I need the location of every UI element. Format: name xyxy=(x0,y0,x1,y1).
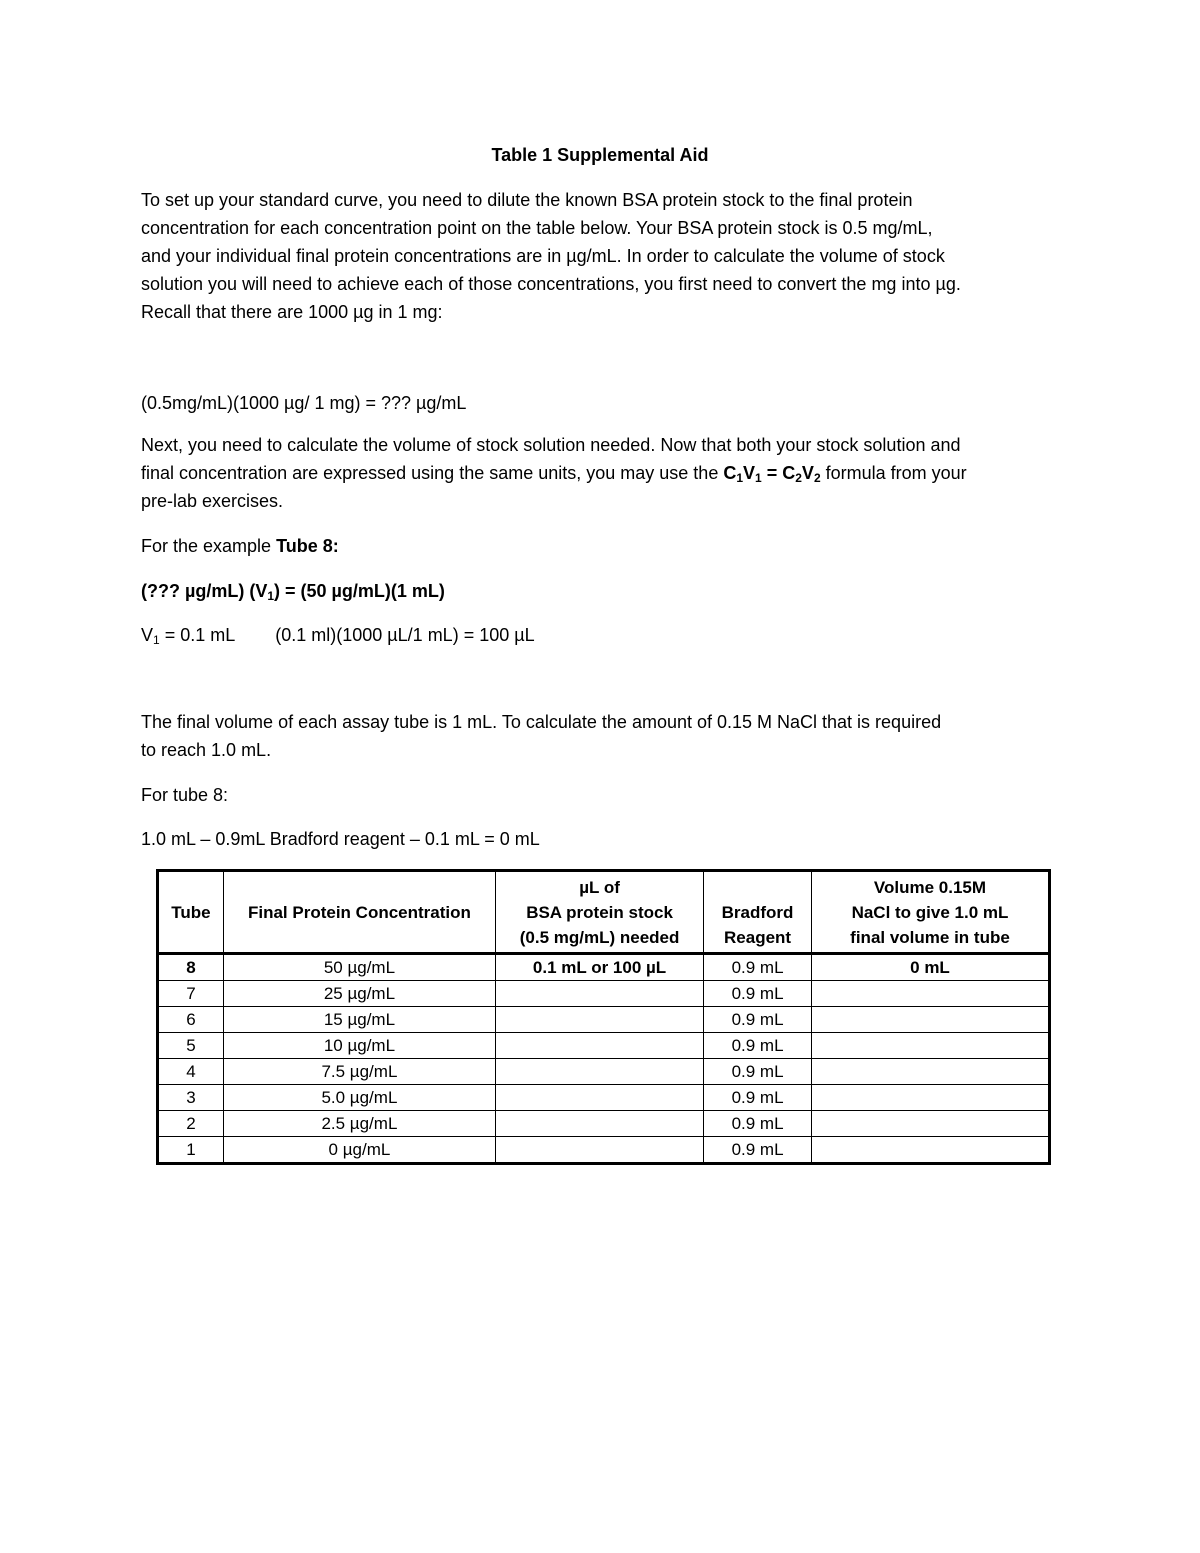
calc-line: 1.0 mL – 0.9mL Bradford reagent – 0.1 mL = 0 mL xyxy=(141,829,540,849)
table-row xyxy=(158,1137,1050,1164)
cell-tube: 4 xyxy=(158,1059,224,1085)
cell-stock-volume xyxy=(495,1007,703,1033)
cell-concentration: 50 µg/mL xyxy=(223,954,495,981)
next-line-2-post: formula from your xyxy=(820,463,967,483)
intro-line-1: To set up your standard curve, you need to dilute the known BSA protein stock to the final protein xyxy=(141,190,913,210)
cell-nacl-volume xyxy=(811,1085,1049,1111)
table-header-row xyxy=(158,871,1050,954)
cell-tube: 8 xyxy=(158,954,224,981)
for-tube-label: For tube 8: xyxy=(141,785,229,805)
cell-stock-volume xyxy=(495,1111,703,1137)
intro-line-4: solution you will need to achieve each of those concentrations, you first need to convert the mg into µg. xyxy=(141,274,961,294)
cell-bradford: 0.9 mL xyxy=(704,1111,812,1137)
cell-concentration: 10 µg/mL xyxy=(223,1033,495,1059)
cell-bradford: 0.9 mL xyxy=(704,981,812,1007)
cell-concentration: 2.5 µg/mL xyxy=(223,1111,495,1137)
final-line-2: to reach 1.0 mL. xyxy=(141,740,272,760)
standard-curve-table xyxy=(156,869,1051,1165)
cell-concentration: 15 µg/mL xyxy=(223,1007,495,1033)
cell-concentration: 7.5 µg/mL xyxy=(223,1059,495,1085)
cell-tube: 3 xyxy=(158,1085,224,1111)
cell-tube: 1 xyxy=(158,1137,224,1164)
cell-tube: 2 xyxy=(158,1111,224,1137)
cell-concentration: 5.0 µg/mL xyxy=(223,1085,495,1111)
example-label: For the example Tube 8: xyxy=(141,536,339,556)
cell-nacl-volume xyxy=(811,1137,1049,1164)
example-equation: (??? µg/mL) $(V_1) = (50$ µg/mL)(1 mL) xyxy=(141,581,445,603)
table-row xyxy=(158,1033,1050,1059)
cell-bradford: 0.9 mL xyxy=(704,1059,812,1085)
cell-nacl-volume xyxy=(811,981,1049,1007)
cell-bradford: 0.9 mL xyxy=(704,954,812,981)
header-final-conc: Final Protein Concentration xyxy=(223,871,495,954)
page-title: Table 1 Supplemental Aid xyxy=(491,145,709,165)
cell-stock-volume: 0.1 mL or 100 µL xyxy=(495,954,703,981)
formula: $C_1V_1 = C_2V_2$ xyxy=(723,463,821,485)
cell-bradford: 0.9 mL xyxy=(704,1137,812,1164)
next-line-2-pre: final concentration are expressed using the same units, you may use the xyxy=(141,463,724,483)
header-stock: µL of BSA protein stock (0.5 mg/mL) needed xyxy=(495,871,703,954)
example-tube: Tube 8: xyxy=(276,536,339,556)
cell-bradford: 0.9 mL xyxy=(704,1007,812,1033)
cell-concentration: 25 µg/mL xyxy=(223,981,495,1007)
cell-bradford: 0.9 mL xyxy=(704,1085,812,1111)
cell-bradford: 0.9 mL xyxy=(704,1033,812,1059)
example-conversion: (0.1 ml)(1000 µL/1 mL) = 100 µL xyxy=(275,625,535,645)
next-line-3: pre-lab exercises. xyxy=(141,491,284,511)
cell-nacl-volume xyxy=(811,1033,1049,1059)
intro-line-3: and your individual final protein concentrations are in µg/mL. In order to calculate the volume of stock xyxy=(141,246,945,266)
conversion-equation: (0.5mg/mL)(1000 µg/ 1 mg) = ??? µg/mL xyxy=(141,393,467,413)
cell-tube: 7 xyxy=(158,981,224,1007)
cell-nacl-volume xyxy=(811,1007,1049,1033)
table-row xyxy=(158,1111,1050,1137)
header-tube: Tube xyxy=(158,871,224,954)
table-row xyxy=(158,981,1050,1007)
intro-line-2: concentration for each concentration point on the table below. Your BSA protein stock is 0.5 mg/mL, xyxy=(141,218,933,238)
table-row xyxy=(158,1085,1050,1111)
next-line-1: Next, you need to calculate the volume of stock solution needed. Now that both your stock solution and xyxy=(141,435,961,455)
cell-stock-volume xyxy=(495,1059,703,1085)
table-row xyxy=(158,1059,1050,1085)
next-line-2 xyxy=(141,462,967,484)
cell-nacl-volume xyxy=(811,1111,1049,1137)
cell-tube: 6 xyxy=(158,1007,224,1033)
intro-line-5: Recall that there are 1000 µg in 1 mg: xyxy=(141,302,443,322)
cell-nacl-volume xyxy=(811,1059,1049,1085)
cell-stock-volume xyxy=(495,981,703,1007)
cell-tube: 5 xyxy=(158,1033,224,1059)
cell-concentration: 0 µg/mL xyxy=(223,1137,495,1164)
example-result: $V_1 = 0.1$ mL (0.1 ml)(1000 µL/1 mL) = 100 µL xyxy=(141,625,535,647)
cell-nacl-volume: 0 mL xyxy=(811,954,1049,981)
cell-stock-volume xyxy=(495,1033,703,1059)
cell-stock-volume xyxy=(495,1137,703,1164)
table-row xyxy=(158,954,1050,981)
header-nacl: Volume 0.15M NaCl to give 1.0 mL final volume in tube xyxy=(811,871,1049,954)
header-bradford: Bradford Reagent xyxy=(704,871,812,954)
cell-stock-volume xyxy=(495,1085,703,1111)
final-line-1: The final volume of each assay tube is 1 mL. To calculate the amount of 0.15 M NaCl that is required xyxy=(141,712,942,732)
table-row xyxy=(158,1007,1050,1033)
